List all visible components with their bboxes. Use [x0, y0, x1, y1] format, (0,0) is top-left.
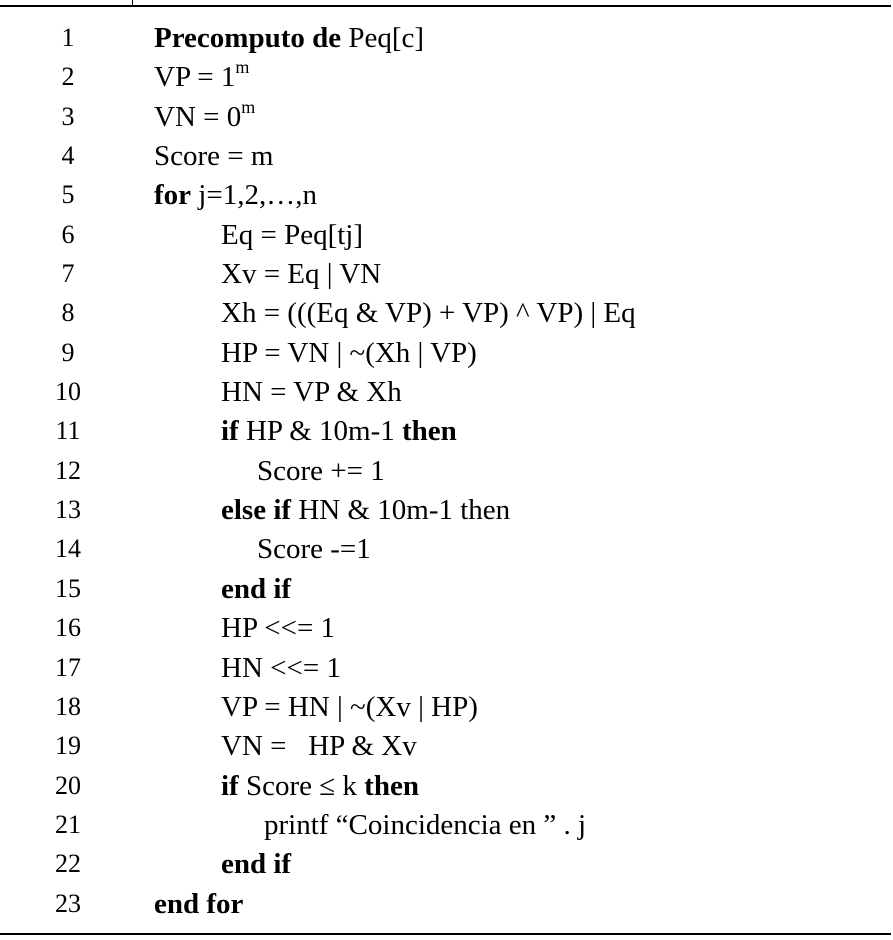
line-number: 22: [55, 849, 81, 879]
line-number: 17: [55, 652, 81, 682]
code-text: HP & 10m-1: [238, 415, 402, 448]
code-line: [0, 19, 893, 58]
code-text: Xv = Eq | VN: [221, 258, 382, 291]
top-rule: [0, 5, 891, 7]
algorithm-listing: [0, 19, 893, 924]
code-line: [0, 176, 893, 215]
line-code: [221, 414, 457, 448]
line-code: [221, 847, 291, 881]
code-line: [0, 452, 893, 491]
keyword: for: [154, 179, 192, 212]
line-number: 5: [61, 180, 75, 210]
code-line: [0, 845, 893, 884]
line-code: [221, 257, 381, 291]
line-number: 13: [55, 495, 81, 525]
line-code: [264, 808, 586, 842]
line-code: [221, 336, 477, 370]
line-code: [221, 729, 417, 763]
line-number: 20: [55, 770, 81, 800]
code-text: Xh = (((Eq & VP) + VP) ^ VP) | Eq: [221, 297, 636, 330]
line-number: 18: [55, 691, 81, 721]
code-line: [0, 373, 893, 412]
code-line: [0, 491, 893, 530]
line-number: 3: [61, 101, 75, 131]
line-number: 15: [55, 573, 81, 603]
line-number: 1: [61, 23, 75, 52]
line-code: [221, 375, 402, 409]
line-code: [154, 178, 317, 212]
line-number: 9: [61, 337, 75, 367]
code-line: [0, 334, 893, 373]
code-text: Peq[c]: [348, 22, 425, 54]
line-code: [221, 572, 291, 606]
keyword: if: [221, 415, 239, 448]
code-line: [0, 649, 893, 688]
code-line: [0, 98, 893, 137]
code-text: Score += 1: [257, 454, 385, 487]
line-code: [221, 493, 510, 527]
code-text: HN = VP & Xh: [221, 376, 402, 409]
keyword: end if: [221, 848, 292, 881]
line-number: 10: [55, 377, 81, 407]
code-text: Eq = Peq[tj]: [221, 218, 363, 251]
code-line: [0, 885, 893, 924]
code-text: Score = m: [154, 140, 274, 173]
line-code: [221, 690, 478, 724]
line-number: 11: [55, 416, 81, 446]
code-line: [0, 609, 893, 648]
line-code: [257, 532, 371, 566]
code-line: [0, 255, 893, 294]
code-text: Score -=1: [257, 533, 371, 566]
code-line: [0, 767, 893, 806]
code-line: [0, 58, 893, 97]
line-code: [221, 651, 341, 685]
bottom-rule: [0, 933, 891, 935]
line-number: 2: [61, 62, 75, 92]
code-line: [0, 727, 893, 766]
code-line: [0, 806, 893, 845]
keyword: end for: [154, 887, 244, 920]
code-line: [0, 412, 893, 451]
line-code: [154, 21, 424, 55]
line-number: 8: [61, 298, 75, 328]
code-text: VN = 0: [154, 100, 242, 133]
line-code: [154, 887, 243, 921]
keyword: if: [221, 769, 239, 802]
code-text: Score ≤ k: [238, 769, 365, 802]
code-line: [0, 137, 893, 176]
superscript: m: [235, 57, 250, 78]
code-text: HP = VN | ~(Xh | VP): [221, 336, 477, 369]
code-text: printf “Coincidencia en ” . j: [264, 808, 587, 841]
line-code: [154, 139, 273, 173]
keyword: Precomputo de: [154, 22, 349, 54]
line-number: 19: [55, 731, 81, 761]
code-line: [0, 294, 893, 333]
code-text: VP = HN | ~(Xv | HP): [221, 690, 478, 723]
line-number: 14: [55, 534, 81, 564]
code-line: [0, 688, 893, 727]
line-code: [257, 454, 385, 488]
code-text: VP = 1: [154, 61, 236, 94]
code-text: VN = HP & Xv: [221, 730, 417, 763]
line-number: 23: [55, 888, 81, 918]
code-text: HN & 10m-1 then: [291, 494, 511, 527]
line-code: [154, 96, 256, 134]
line-number: 7: [61, 259, 75, 289]
keyword: else if: [221, 494, 292, 527]
superscript: m: [241, 96, 256, 117]
code-line: [0, 570, 893, 609]
code-line: [0, 530, 893, 569]
line-code: [154, 57, 250, 94]
keyword: then: [364, 769, 419, 802]
code-text: HN <<= 1: [221, 651, 341, 684]
line-code: [221, 611, 335, 645]
line-number: 16: [55, 613, 81, 643]
line-code: [221, 218, 363, 252]
code-line: [0, 216, 893, 255]
line-number: 12: [55, 455, 81, 485]
line-code: [221, 296, 636, 330]
keyword: then: [402, 415, 457, 448]
line-number: 21: [55, 809, 81, 839]
keyword: end if: [221, 572, 292, 605]
line-code: [221, 769, 419, 803]
line-number: 4: [61, 141, 75, 171]
code-text: j=1,2,…,n: [191, 179, 317, 212]
code-text: HP <<= 1: [221, 612, 336, 645]
line-number: 6: [61, 219, 75, 249]
